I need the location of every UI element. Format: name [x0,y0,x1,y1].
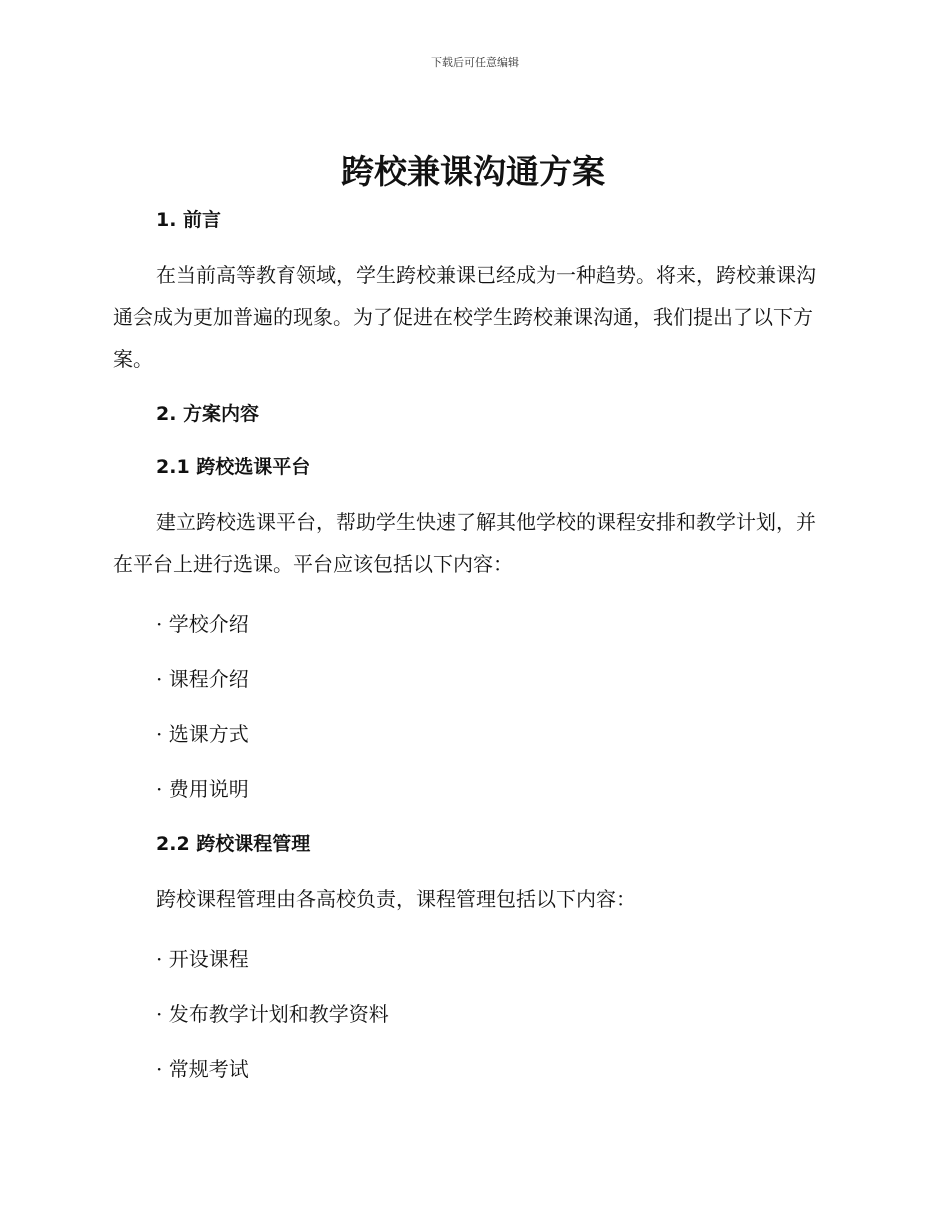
list-item: · 常规考试 [156,1057,249,1081]
section-1-paragraph: 在当前高等教育领域，学生跨校兼课已经成为一种趋势。将来，跨校兼课沟通会成为更加普遍的现象。为了促进在校学生跨校兼课沟通，我们提出了以下方案。 [113,263,816,371]
section-1-heading: 1. 前言 [156,209,222,231]
header-note: 下载后可任意编辑 [431,56,519,69]
list-item: · 发布教学计划和教学资料 [156,1002,389,1026]
section-2-heading: 2. 方案内容 [156,403,260,425]
section-2-1-heading: 2.1 跨校选课平台 [156,456,311,478]
section-2-2-paragraph: 跨校课程管理由各高校负责，课程管理包括以下内容： [156,887,636,911]
document-body [113,148,833,1083]
list-item: · 费用说明 [156,777,249,801]
section-2-2-heading: 2.2 跨校课程管理 [156,833,311,855]
section-2-1-paragraph: 建立跨校选课平台，帮助学生快速了解其他学校的课程安排和教学计划，并在平台上进行选课。平台应该包括以下内容： [113,510,816,576]
list-item: · 学校介绍 [156,612,249,636]
document-title: 跨校兼课沟通方案 [341,152,605,191]
list-item: · 开设课程 [156,947,249,971]
list-item: · 课程介绍 [156,667,249,691]
list-item: · 选课方式 [156,722,249,746]
